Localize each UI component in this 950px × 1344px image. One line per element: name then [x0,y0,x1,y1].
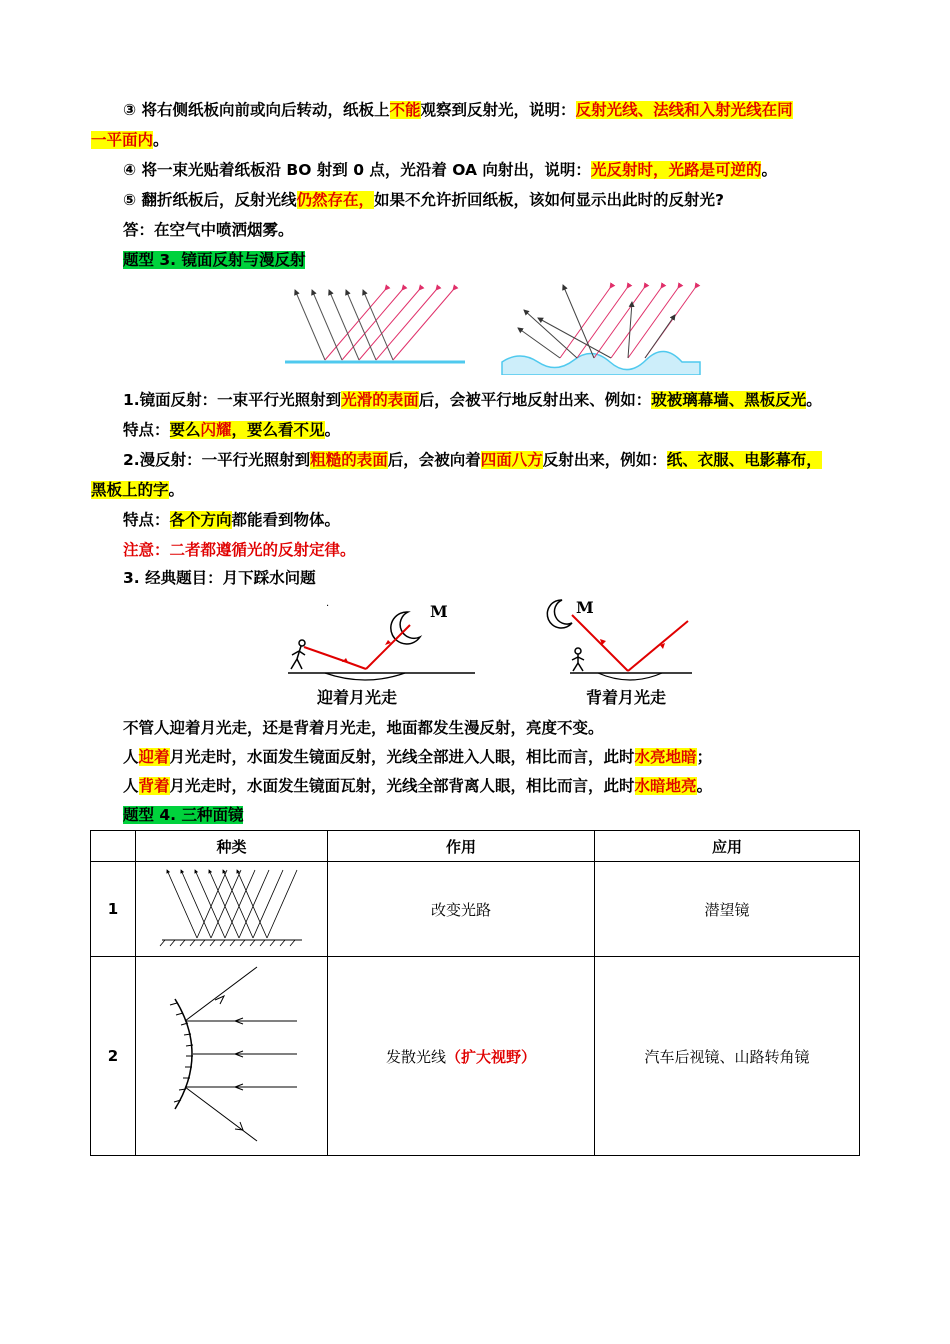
mirror-types-table [90,830,860,1156]
highlight: 水暗地亮 [634,777,697,795]
moon-label-right: M [576,598,594,617]
highlight: 各个方向 [169,511,232,529]
section-label: 题型 3. 镜面反射与漫反射 [123,251,306,269]
effect-cell [328,957,595,1156]
text: 。 [696,777,713,795]
highlight: 粗糙的表面 [310,451,388,469]
plane-mirror-diagram-cell [136,862,328,957]
specular-feature [91,415,903,445]
caption-back-to-moon: 背着月光走 [586,688,667,707]
text: 人 [123,748,139,766]
moon-label-left: M [430,602,448,621]
header-cell: 作用 [328,831,595,862]
header-cell: 种类 [136,831,328,862]
highlight: 仍然存在， [296,191,375,209]
step-3-continued [91,125,871,155]
effect-cell: 改变光路 [328,862,595,957]
text: 后，会被平行地反射出来、例如： [418,391,652,409]
application-cell: 汽车后视镜、山路转角镜 [595,957,860,1156]
table-row [91,957,860,1156]
header-cell [91,831,136,862]
text: 。 [324,421,341,439]
specular-definition [91,385,903,415]
effect-text: 发散光线 [385,1047,446,1066]
diffuse-definition-continued [91,475,871,505]
text: ④ 将一束光贴着纸板沿 BO 射到 0 点，光沿着 OA 向射出，说明： [123,161,591,179]
header-cell: 应用 [595,831,860,862]
classic-problem-heading: 3. 经典题目：月下踩水问题 [123,569,316,587]
text: 。 [761,161,777,179]
text: 2.漫反射：一平行光照射到 [123,451,311,469]
highlight: 黑板上的字 [91,481,169,499]
text: 月光走时，水面发生镜面瓦射，光线全部背离人眼，相比而言，此时 [169,777,635,795]
highlight: 不能 [389,101,421,119]
reflection-figure [280,280,710,375]
highlight: 光滑的表面 [341,391,419,409]
plane-mirror-diagram [157,864,307,950]
step-4-line [91,155,903,185]
step-3-line [91,95,903,125]
highlight: 玻被璃幕墙、黑板反光 [651,391,807,409]
table-header-row [91,831,860,862]
caption-facing-moon: 迎着月光走 [317,688,398,707]
highlight: 纸、衣服、电影幕布， [666,451,822,469]
moonlight-figure [280,595,700,710]
section-heading-4 [91,800,903,830]
highlight: 一平面内 [91,131,154,149]
text: 月光走时，水面发生镜面反射，光线全部进入人眼，相比而言，此时 [169,748,635,766]
text: 。 [153,131,169,149]
text: 1.镜面反射：一束平行光照射到 [123,391,342,409]
convex-mirror-diagram [147,959,317,1149]
text: 后，会被向着 [387,451,481,469]
walker-right [572,648,584,671]
answer-line: 答：在空气中喷洒烟雾。 [123,221,294,239]
row-number: 1 [91,862,136,957]
text: 都能看到物体。 [231,511,341,529]
text: 人 [123,777,139,795]
application-cell: 潜望镜 [595,862,860,957]
text: ； [696,748,713,766]
highlight: 反射光线、法线和入射光线在同 [575,101,793,119]
row-number: 2 [91,957,136,1156]
text: 反射出来，例如： [542,451,667,469]
convex-mirror-diagram-cell [136,957,328,1156]
highlight: 迎着 [138,748,170,766]
text: 。 [168,481,185,499]
highlight: 要么 [169,421,201,439]
note-line: 注意：二者都遵循光的反射定律。 [123,541,356,559]
text: 观察到反射光，说明： [420,101,576,119]
diffuse-feature [91,505,903,535]
highlight: 水亮地暗 [634,748,697,766]
highlight: 闪耀 [200,421,232,439]
walker-left [291,640,305,669]
text: 。 [806,391,822,409]
text: ③ 将右侧纸板向前或向后转动，纸板上 [123,101,390,119]
step-5-line [91,185,903,215]
effect-note: （扩大视野） [446,1047,537,1066]
diffuse-definition [91,445,903,475]
conclusion-1: 不管人迎着月光走，还是背着月光走，地面都发生漫反射，亮度不变。 [123,719,604,737]
highlight: ，要么看不见 [231,421,325,439]
text: 特点： [123,511,170,529]
text: ⑤ 翻折纸板后，反射光线 [123,191,297,209]
highlight: 四面八方 [480,451,543,469]
text: 如果不允许折回纸板，该如何显示出此时的反射光? [374,191,725,209]
svg-text:·: · [326,601,330,612]
section-heading-3 [91,245,903,275]
conclusion-2 [91,742,903,772]
highlight: 光反射时，光路是可逆的 [590,161,762,179]
highlight: 背着 [138,777,170,795]
conclusion-3 [91,771,903,801]
section-label: 题型 4. 三种面镜 [123,806,244,824]
text: 特点： [123,421,170,439]
table-row [91,862,860,957]
